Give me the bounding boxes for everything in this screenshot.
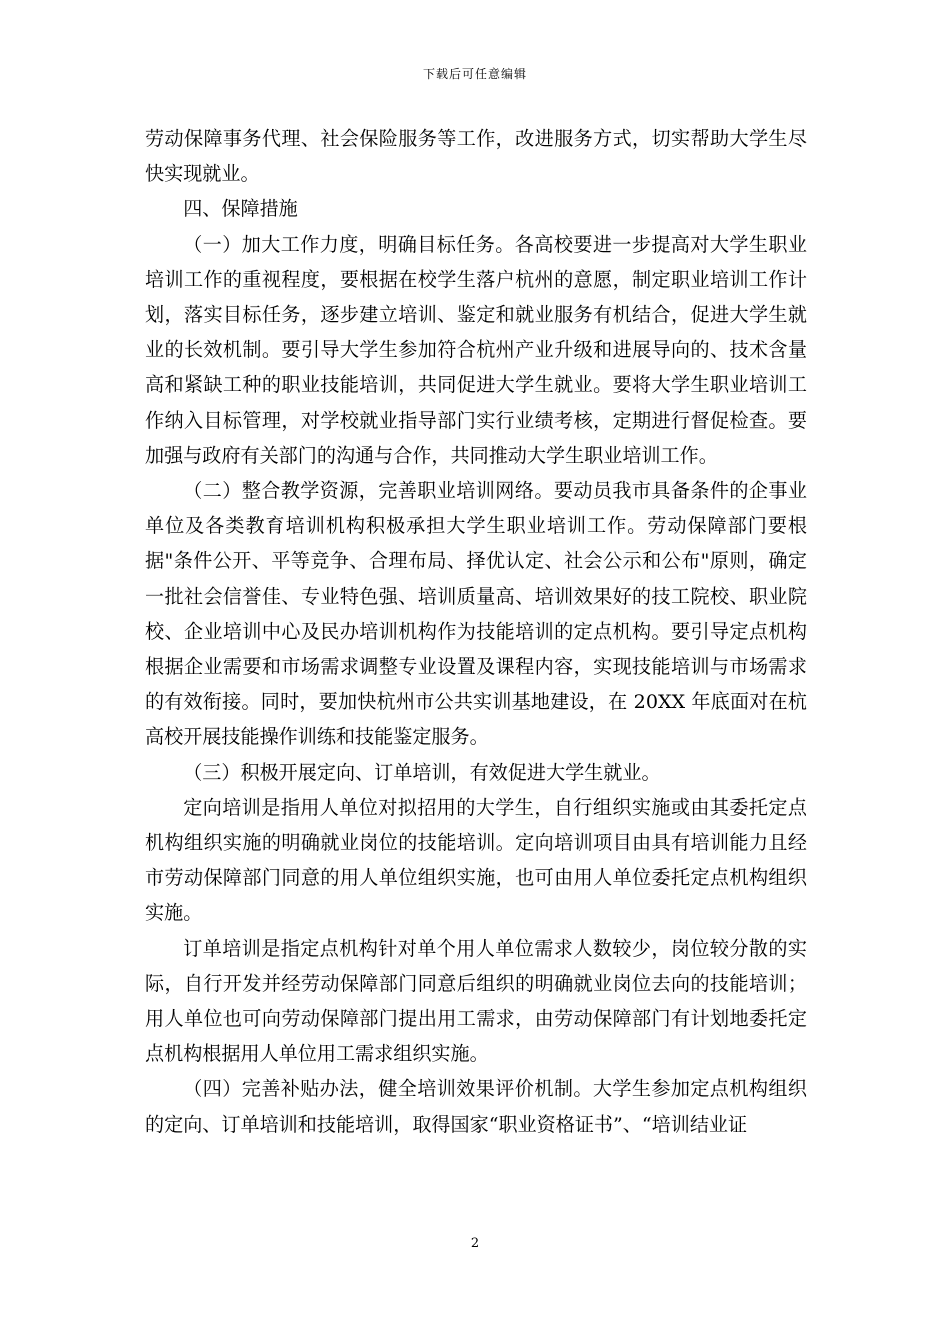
section-heading: 四、保障措施 (183, 197, 298, 221)
page-number: 2 (470, 1236, 480, 1251)
paragraph-measure-3: （三）积极开展定向、订单培训，有效促进大学生就业。 (183, 760, 661, 784)
paragraph-order-training: 订单培训是指定点机构针对单个用人单位需求人数较少，岗位较分散的实际，自行开发并经劳动保障部门同意后组织的明确就业岗位去向的技能培训；用人单位也可向劳动保障部门提出用工需求，由劳动保障部门有计划地委托定点机构根据用人单位用工需求组织实施。 (145, 936, 807, 1066)
paragraph-directed-training: 定向培训是指用人单位对拟招用的大学生，自行组织实施或由其委托定点机构组织实施的明确就业岗位的技能培训。定向培训项目由具有培训能力且经市劳动保障部门同意的用人单位组织实施，也可由用人单位委托定点机构组织实施。 (145, 795, 807, 925)
paragraph-measure-4: （四）完善补贴办法，健全培训效果评价机制。大学生参加定点机构组织的定向、订单培训和技能培训，取得国家“职业资格证书”、“培训结业证 (145, 1077, 807, 1136)
paragraph-measure-2: （二）整合教学资源，完善职业培训网络。要动员我市具备条件的企事业单位及各类教育培训机构积极承担大学生职业培训工作。劳动保障部门要根据"条件公开、平等竞争、合理布局、择优认定、社会公示和公布"原则，确定一批社会信誉佳、专业特色强、培训质量高、培训效果好的技工院校、职业院校、企业培训中心及民办培训机构作为技能培训的定点机构。要引导定点机构根据企业需要和市场需求调整专业设置及课程内容，实现技能培训与市场需求的有效衔接。同时，要加快杭州市公共实训基地建设，在 20XX 年底面对在杭高校开展技能操作训练和技能鉴定服务。 (145, 479, 807, 749)
page-header-note: 下载后可任意编辑 (422, 67, 527, 81)
document-body (145, 121, 807, 1142)
paragraph-measure-1: （一）加大工作力度，明确目标任务。各高校要进一步提高对大学生职业培训工作的重视程度，要根据在校学生落户杭州的意愿，制定职业培训工作计划，落实目标任务，逐步建立培训、鉴定和就业服务有机结合，促进大学生就业的长效机制。要引导大学生参加符合杭州产业升级和进展导向的、技术含量高和紧缺工种的职业技能培训，共同促进大学生就业。要将大学生职业培训工作纳入目标管理，对学校就业指导部门实行业绩考核，定期进行督促检查。要加强与政府有关部门的沟通与合作，共同推动大学生职业培训工作。 (145, 232, 807, 467)
paragraph-continuation: 劳动保障事务代理、社会保险服务等工作，改进服务方式，切实帮助大学生尽快实现就业。 (145, 127, 807, 186)
